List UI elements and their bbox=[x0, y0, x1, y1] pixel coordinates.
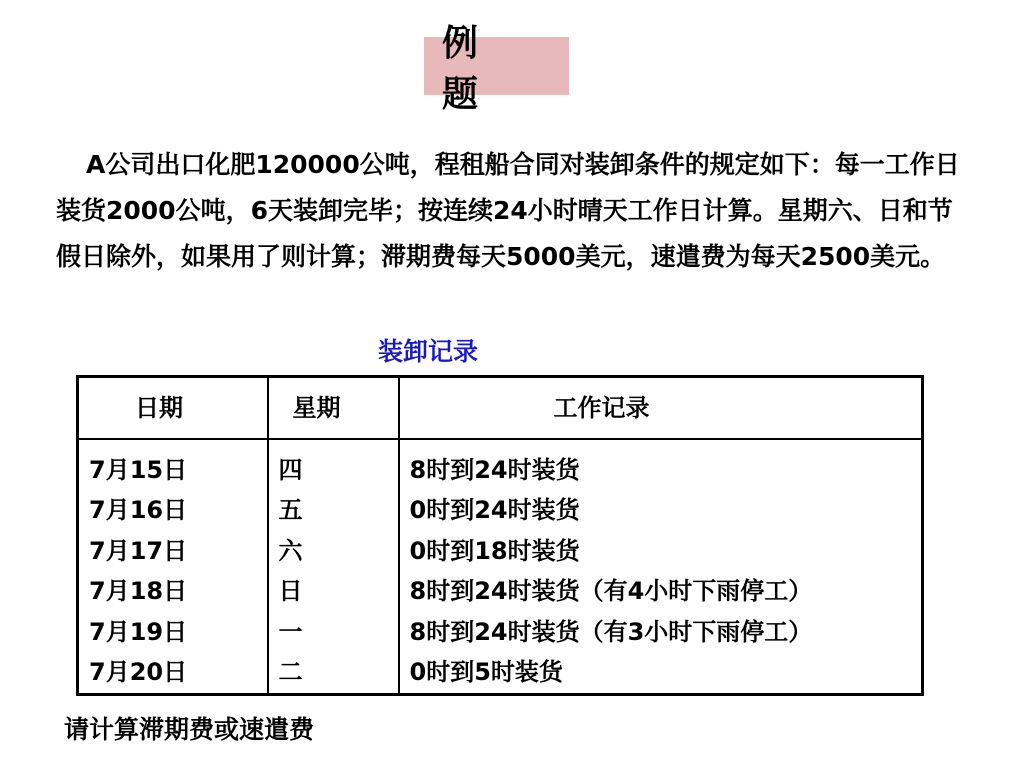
weekday-cell: 二 bbox=[278, 658, 303, 686]
date-cell: 7月17日 bbox=[89, 536, 188, 565]
date-cell: 7月16日 bbox=[89, 496, 188, 524]
date-cell: 7月15日 bbox=[89, 455, 188, 484]
weekday-column bbox=[268, 439, 399, 695]
date-column bbox=[78, 439, 268, 695]
weekday-cell: 日 bbox=[278, 577, 303, 605]
weekday-cell: 五 bbox=[278, 496, 303, 524]
work-record-column bbox=[399, 439, 923, 695]
date-cell: 7月19日 bbox=[89, 617, 188, 646]
work-record-cell: 0时到24时装货 bbox=[409, 496, 580, 524]
question-text: 请计算滞期费或速遣费 bbox=[64, 715, 315, 744]
weekday-cell: 四 bbox=[278, 455, 303, 484]
weekday-cell: 一 bbox=[278, 617, 303, 646]
date-cell: 7月20日 bbox=[89, 658, 188, 686]
weekday-cell: 六 bbox=[278, 536, 303, 565]
work-record-cell: 0时到5时装货 bbox=[409, 658, 563, 686]
record-title: 装卸记录 bbox=[378, 337, 479, 366]
table-header-row bbox=[78, 377, 923, 439]
loading-record-table bbox=[76, 375, 924, 696]
header-date: 日期 bbox=[78, 377, 268, 439]
problem-text: A公司出口化肥120000公吨，程租船合同对装卸条件的规定如下：每一工作日装货2000公吨，6天装卸完毕；按连续24小时晴天工作日计算。星期六、日和节假日除外，如果用了则计算；滞期费每天5000美元，速遣费为每天2500美元。 bbox=[56, 150, 960, 271]
table-body-row bbox=[78, 439, 923, 695]
work-record-cell: 8时到24时装货（有4小时下雨停工） bbox=[409, 577, 813, 605]
work-record-cell: 0时到18时装货 bbox=[409, 536, 580, 565]
slide-title: 例 题 bbox=[424, 37, 569, 95]
date-cell: 7月18日 bbox=[89, 577, 188, 605]
header-weekday: 星期 bbox=[268, 377, 399, 439]
work-record-cell: 8时到24时装货（有3小时下雨停工） bbox=[409, 617, 813, 646]
work-record-cell: 8时到24时装货 bbox=[409, 455, 580, 484]
header-work-record: 工作记录 bbox=[399, 377, 923, 439]
